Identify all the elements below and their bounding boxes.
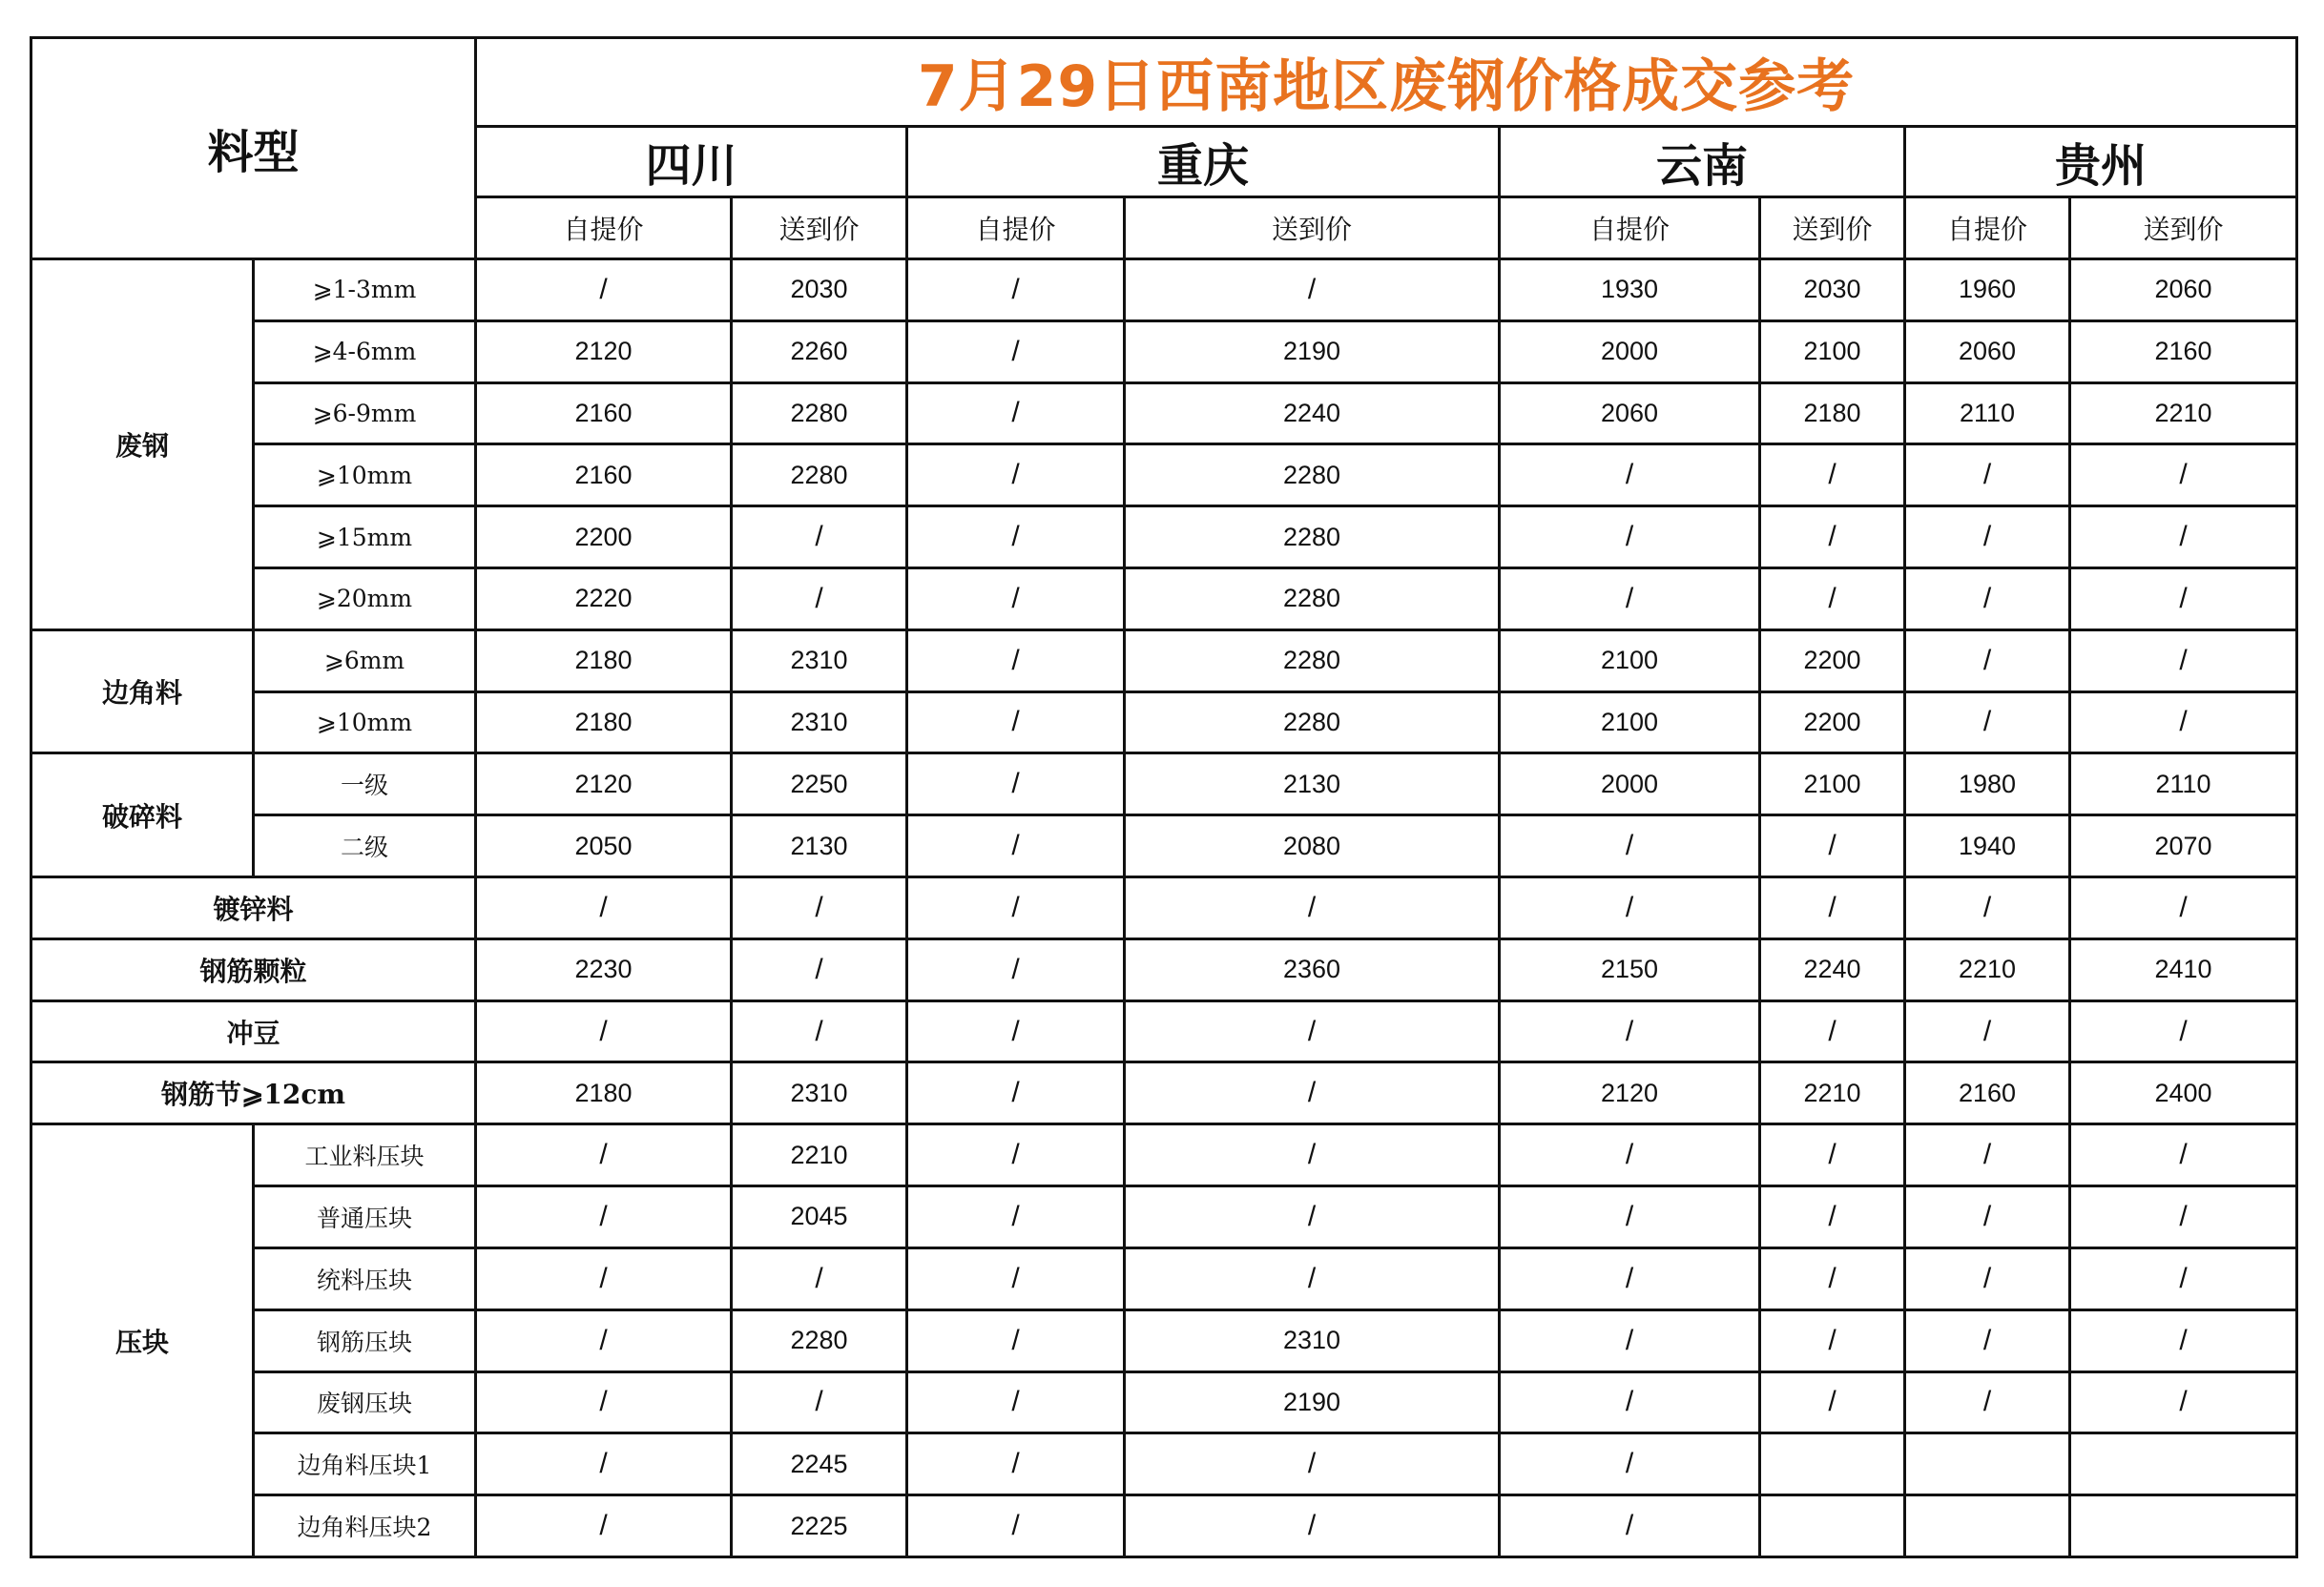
price-cell: 2100 [1500,629,1760,691]
price-cell: 2210 [2070,382,2297,444]
price-cell: 2280 [1125,629,1500,691]
table-row [31,1247,2297,1309]
price-cell: 2280 [1125,506,1500,568]
price-cell: / [907,1124,1125,1186]
price-cell: / [1500,815,1760,877]
table-row [31,1186,2297,1248]
price-cell: / [2070,629,2297,691]
price-cell: 2280 [732,382,907,444]
self-pickup-header: 自提价 [1905,197,2070,259]
price-cell: / [1500,506,1760,568]
price-cell: 2225 [732,1495,907,1557]
price-cell: 2230 [476,938,732,1000]
category-label: 边角料 [31,629,254,753]
table-row [31,506,2297,568]
price-cell: / [732,567,907,629]
price-cell: 2060 [1905,320,2070,382]
price-cell: 2310 [732,1062,907,1124]
price-cell: 2190 [1125,1371,1500,1433]
price-cell: / [1500,877,1760,939]
price-cell: 2280 [732,444,907,506]
price-cell: / [1760,877,1905,939]
spec-label: 统料压块 [254,1247,476,1309]
price-cell: 1980 [1905,753,2070,815]
price-cell: 2200 [476,506,732,568]
price-cell: 2080 [1125,815,1500,877]
price-cell [1760,1433,1905,1495]
price-cell: / [907,1371,1125,1433]
spec-label: ⩾6-9mm [254,382,476,444]
price-cell: / [907,567,1125,629]
price-cell: / [1905,691,2070,753]
price-cell: 2240 [1760,938,1905,1000]
price-cell: / [1125,1062,1500,1124]
category-label: 废钢 [31,258,254,629]
price-cell: 2240 [1125,382,1500,444]
price-cell: 2120 [476,753,732,815]
price-cell: 1940 [1905,815,2070,877]
table-row [31,1371,2297,1433]
price-cell: / [1760,1124,1905,1186]
price-cell: / [1760,1186,1905,1248]
price-cell: / [1905,444,2070,506]
price-cell: / [1125,1186,1500,1248]
table-row [31,1000,2297,1062]
price-cell: / [2070,1247,2297,1309]
table-row [31,691,2297,753]
price-cell: / [907,1000,1125,1062]
table-row [31,1495,2297,1557]
table-row [31,1309,2297,1371]
price-cell: / [1905,506,2070,568]
price-cell [1905,1433,2070,1495]
spec-label: ⩾20mm [254,567,476,629]
price-cell: / [2070,691,2297,753]
price-cell: 2210 [732,1124,907,1186]
price-cell: / [1125,1495,1500,1557]
price-cell: / [2070,506,2297,568]
price-cell: / [907,753,1125,815]
category-label: 钢筋节⩾12cm [31,1062,476,1124]
table-row [31,1433,2297,1495]
price-cell: 2160 [2070,320,2297,382]
delivered-header: 送到价 [732,197,907,259]
price-cell: / [1500,1309,1760,1371]
price-cell: 2030 [732,258,907,320]
price-cell: / [476,877,732,939]
price-cell: / [732,1371,907,1433]
price-cell: 2210 [1760,1062,1905,1124]
spec-label: 一级 [254,753,476,815]
spec-label: 二级 [254,815,476,877]
price-cell: / [1500,1186,1760,1248]
table-row [31,877,2297,939]
self-pickup-header: 自提价 [476,197,732,259]
table-row [31,320,2297,382]
price-cell: 2180 [476,691,732,753]
category-label: 破碎料 [31,753,254,877]
table-row [31,938,2297,1000]
delivered-header: 送到价 [1125,197,1500,259]
region-header-guizhou: 贵州 [1905,127,2297,197]
price-cell: / [2070,1124,2297,1186]
price-cell: / [732,506,907,568]
self-pickup-header: 自提价 [1500,197,1760,259]
spec-label: 钢筋压块 [254,1309,476,1371]
spec-label: 废钢压块 [254,1371,476,1433]
price-cell [2070,1495,2297,1557]
price-cell: 2220 [476,567,732,629]
delivered-header: 送到价 [1760,197,1905,259]
price-cell: / [476,1247,732,1309]
price-cell: 2180 [1760,382,1905,444]
price-cell [2070,1433,2297,1495]
table-body [31,38,2297,1557]
price-cell: 2250 [732,753,907,815]
table-row [31,1062,2297,1124]
price-cell: 2110 [1905,382,2070,444]
price-cell: 2180 [476,629,732,691]
price-cell: 2160 [476,444,732,506]
self-pickup-header: 自提价 [907,197,1125,259]
price-cell: / [1905,567,2070,629]
price-cell: / [907,444,1125,506]
price-cell: / [1760,815,1905,877]
price-cell: 2310 [732,691,907,753]
price-cell: / [907,320,1125,382]
price-cell: 2130 [732,815,907,877]
price-cell: 2400 [2070,1062,2297,1124]
price-cell: 2045 [732,1186,907,1248]
table-row [31,753,2297,815]
price-cell: / [476,1371,732,1433]
price-cell [1760,1495,1905,1557]
table-row [31,629,2297,691]
price-cell: 2160 [476,382,732,444]
price-cell: / [1125,1433,1500,1495]
price-cell: / [476,1124,732,1186]
spec-label: ⩾15mm [254,506,476,568]
table-row [31,815,2297,877]
price-cell: / [1125,877,1500,939]
price-cell: 2100 [1760,320,1905,382]
price-cell: / [476,1186,732,1248]
price-cell: 1930 [1500,258,1760,320]
delivered-header: 送到价 [2070,197,2297,259]
category-label: 镀锌料 [31,877,476,939]
category-label: 钢筋颗粒 [31,938,476,1000]
price-cell: / [2070,1000,2297,1062]
price-cell: 2100 [1500,691,1760,753]
spec-label: ⩾10mm [254,444,476,506]
price-cell: 2280 [1125,444,1500,506]
price-cell: / [907,815,1125,877]
price-cell: / [1500,1433,1760,1495]
price-cell: 2410 [2070,938,2297,1000]
region-header-sichuan: 四川 [476,127,907,197]
table-row [31,444,2297,506]
price-cell: 2000 [1500,320,1760,382]
price-cell: 2180 [476,1062,732,1124]
price-cell: 2260 [732,320,907,382]
price-cell: / [476,1000,732,1062]
price-cell: / [2070,1371,2297,1433]
price-cell: 2050 [476,815,732,877]
price-cell: 2060 [2070,258,2297,320]
region-header-chongqing: 重庆 [907,127,1500,197]
price-cell: / [1500,1371,1760,1433]
price-cell: / [1905,1000,2070,1062]
price-cell: / [1500,1247,1760,1309]
price-cell: / [1760,1000,1905,1062]
price-cell: / [2070,1309,2297,1371]
spec-label: ⩾10mm [254,691,476,753]
price-cell: / [1500,1495,1760,1557]
spec-label: 普通压块 [254,1186,476,1248]
category-label: 冲豆 [31,1000,476,1062]
price-cell: / [1760,1309,1905,1371]
spec-label: ⩾1-3mm [254,258,476,320]
price-cell: 2160 [1905,1062,2070,1124]
price-cell: / [1905,1371,2070,1433]
price-cell: 2150 [1500,938,1760,1000]
price-cell: / [1760,506,1905,568]
price-cell: / [1760,1371,1905,1433]
price-cell: 2280 [1125,567,1500,629]
price-cell: / [907,1186,1125,1248]
price-cell: / [1760,567,1905,629]
price-cell: 2245 [732,1433,907,1495]
price-cell: / [1905,1186,2070,1248]
price-cell: 2190 [1125,320,1500,382]
spec-label: 工业料压块 [254,1124,476,1186]
price-cell: / [1500,444,1760,506]
price-cell: 2360 [1125,938,1500,1000]
price-cell: 2100 [1760,753,1905,815]
price-cell: 2060 [1500,382,1760,444]
price-cell: 2120 [476,320,732,382]
table-row [31,567,2297,629]
price-cell: / [2070,567,2297,629]
price-cell: / [907,877,1125,939]
price-cell: / [1125,1000,1500,1062]
price-cell: 2070 [2070,815,2297,877]
price-cell: / [1125,1124,1500,1186]
price-cell: 2310 [732,629,907,691]
price-cell: 2130 [1125,753,1500,815]
price-cell: / [1500,1124,1760,1186]
spec-label: 边角料压块1 [254,1433,476,1495]
price-cell: / [1905,1247,2070,1309]
price-cell: / [907,382,1125,444]
price-cell: 1960 [1905,258,2070,320]
price-cell: / [1125,1247,1500,1309]
price-cell: / [907,258,1125,320]
table-row [31,382,2297,444]
price-cell: / [732,1247,907,1309]
price-cell: / [1500,1000,1760,1062]
price-cell: / [476,1309,732,1371]
price-cell: / [1500,567,1760,629]
price-cell: / [907,1433,1125,1495]
table-row [31,258,2297,320]
price-cell: / [2070,1186,2297,1248]
price-cell: / [476,258,732,320]
price-cell: / [907,938,1125,1000]
price-cell: / [907,629,1125,691]
price-cell: 2030 [1760,258,1905,320]
spec-label: 边角料压块2 [254,1495,476,1557]
spec-label: ⩾4-6mm [254,320,476,382]
region-header-yunnan: 云南 [1500,127,1905,197]
price-table [30,36,2298,1558]
price-cell [1905,1495,2070,1557]
price-cell: / [1760,1247,1905,1309]
table-row [31,1124,2297,1186]
price-cell: / [907,506,1125,568]
price-cell: 2110 [2070,753,2297,815]
price-cell: 2210 [1905,938,2070,1000]
price-cell: 2200 [1760,691,1905,753]
price-cell: / [732,877,907,939]
price-cell: / [1760,444,1905,506]
price-cell: / [2070,444,2297,506]
price-cell: 2120 [1500,1062,1760,1124]
price-cell: / [2070,877,2297,939]
price-cell: / [907,1495,1125,1557]
price-cell: / [1125,258,1500,320]
price-cell: 2310 [1125,1309,1500,1371]
price-cell: / [1905,629,2070,691]
price-cell: / [476,1495,732,1557]
price-cell: / [1905,877,2070,939]
price-cell: / [907,691,1125,753]
price-cell: / [1905,1309,2070,1371]
price-cell: 2000 [1500,753,1760,815]
page-title: 7月29日西南地区废钢价格成交参考 [476,38,2297,127]
price-cell: / [907,1062,1125,1124]
price-cell: / [732,938,907,1000]
price-cell: / [907,1309,1125,1371]
price-cell: 2280 [1125,691,1500,753]
price-cell: / [732,1000,907,1062]
material-type-header: 料型 [31,38,476,259]
price-cell: / [907,1247,1125,1309]
category-label: 压块 [31,1124,254,1557]
price-cell: / [1905,1124,2070,1186]
spec-label: ⩾6mm [254,629,476,691]
price-cell: / [476,1433,732,1495]
price-cell: 2200 [1760,629,1905,691]
price-cell: 2280 [732,1309,907,1371]
